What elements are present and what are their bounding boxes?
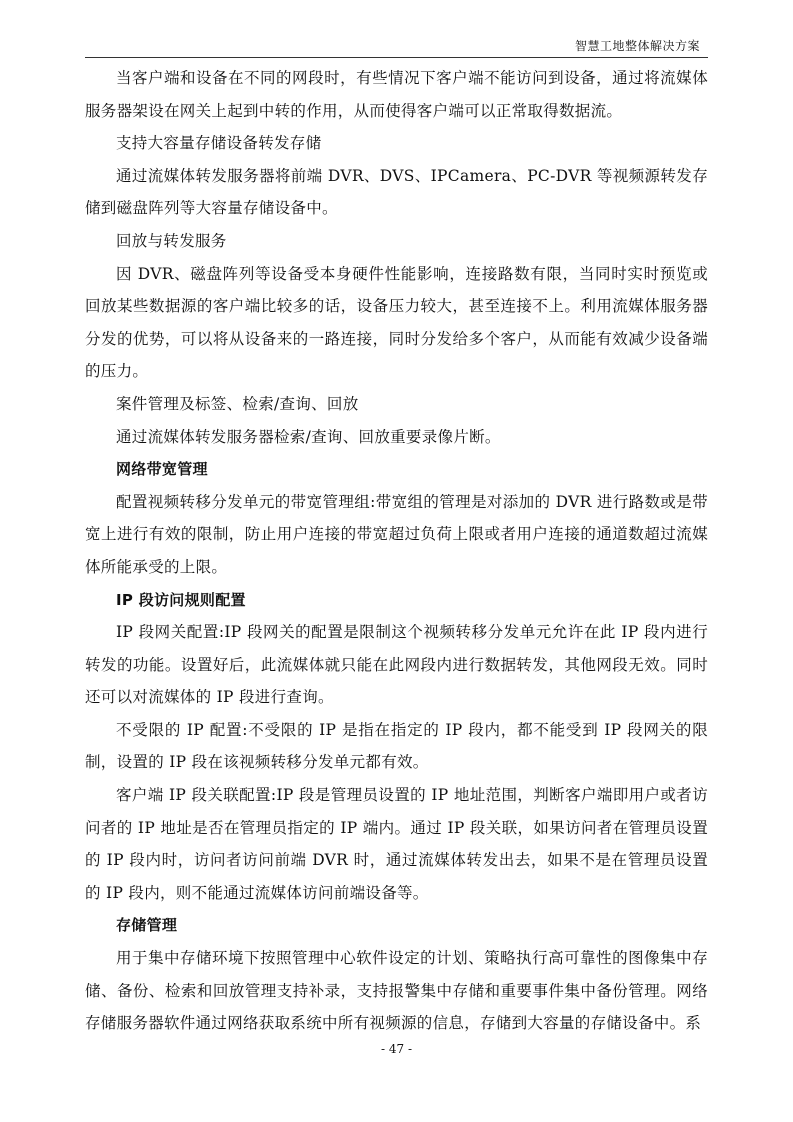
paragraph-client-ip: 客户端 IP 段关联配置:IP 段是管理员设置的 IP 地址范围，判断客户端即用户或者访问者的 IP 地址是否在管理员指定的 IP 端内。通过 IP 段关联，如果访问者在管理员设置的 IP 段内时，访问者访问前端 DVR 时，通过流媒体转发出去，如果不是在管理员设置的 IP 段内，则不能通过流媒体访问前端设备等。 [85, 786, 708, 902]
paragraph-playback-forward: 因 DVR、磁盘阵列等设备受本身硬件性能影响，连接路数有限，当同时实时预览或回放某些数据源的客户端比较多的话，设备压力较大，甚至连接不上。利用流媒体服务器分发的优势，可以将从设备来的一路连接，同时分发给多个客户，从而能有效减少设备端的压力。 [85, 264, 708, 381]
document-body [85, 62, 708, 1040]
section-heading-bandwidth: 网络带宽管理 [116, 460, 208, 479]
paragraph-storage: 用于集中存储环境下按照管理中心软件设定的计划、策略执行高可靠性的图像集中存储、备份、检索和回放管理支持补录，支持报警集中存储和重要事件集中备份管理。网络存储服务器软件通过网络获取系统中所有视频源的信息，存储到大容量的存储设备中。系 [85, 949, 708, 1033]
section-heading-ip-rules: IP 段访问规则配置 [116, 590, 246, 609]
running-header-title: 智慧工地整体解决方案 [574, 39, 700, 53]
paragraph-bandwidth: 配置视频转移分发单元的带宽管理组:带宽组的管理是对添加的 DVR 进行路数或是带宽上进行有效的限制，防止用户连接的带宽超过负荷上限或者用户连接的通道数超过流媒体所能承受的上限。 [85, 492, 708, 576]
paragraph-relay-intro: 当客户端和设备在不同的网段时，有些情况下客户端不能访问到设备，通过将流媒体服务器架设在网关上起到中转的作用，从而使得客户端可以正常取得数据流。 [85, 69, 708, 120]
paragraph-storage-forward: 通过流媒体转发服务器将前端 DVR、DVS、IPCamera、PC-DVR 等视频源转发存储到磁盘阵列等大容量存储设备中。 [85, 166, 708, 218]
header-divider [85, 57, 708, 58]
section-heading-storage: 存储管理 [116, 916, 178, 935]
page-number: - 47 - [380, 1042, 412, 1056]
feature-title-storage-forward: 支持大容量存储设备转发存储 [116, 134, 322, 153]
paragraph-ip-gateway: IP 段网关配置:IP 段网关的配置是限制这个视频转移分发单元允许在此 IP 段内进行转发的功能。设置好后，此流媒体就只能在此网段内进行数据转发，其他网段无效。同时还可以对流媒体的 IP 段进行查询。 [85, 623, 708, 707]
paragraph-unrestricted-ip: 不受限的 IP 配置:不受限的 IP 是指在指定的 IP 段内，都不能受到 IP 段网关的限制，设置的 IP 段在该视频转移分发单元都有效。 [85, 720, 708, 772]
feature-title-case-management: 案件管理及标签、检索/查询、回放 [116, 394, 359, 413]
feature-title-playback-forward: 回放与转发服务 [116, 231, 227, 250]
paragraph-case-management: 通过流媒体转发服务器检索/查询、回放重要录像片断。 [116, 427, 501, 446]
